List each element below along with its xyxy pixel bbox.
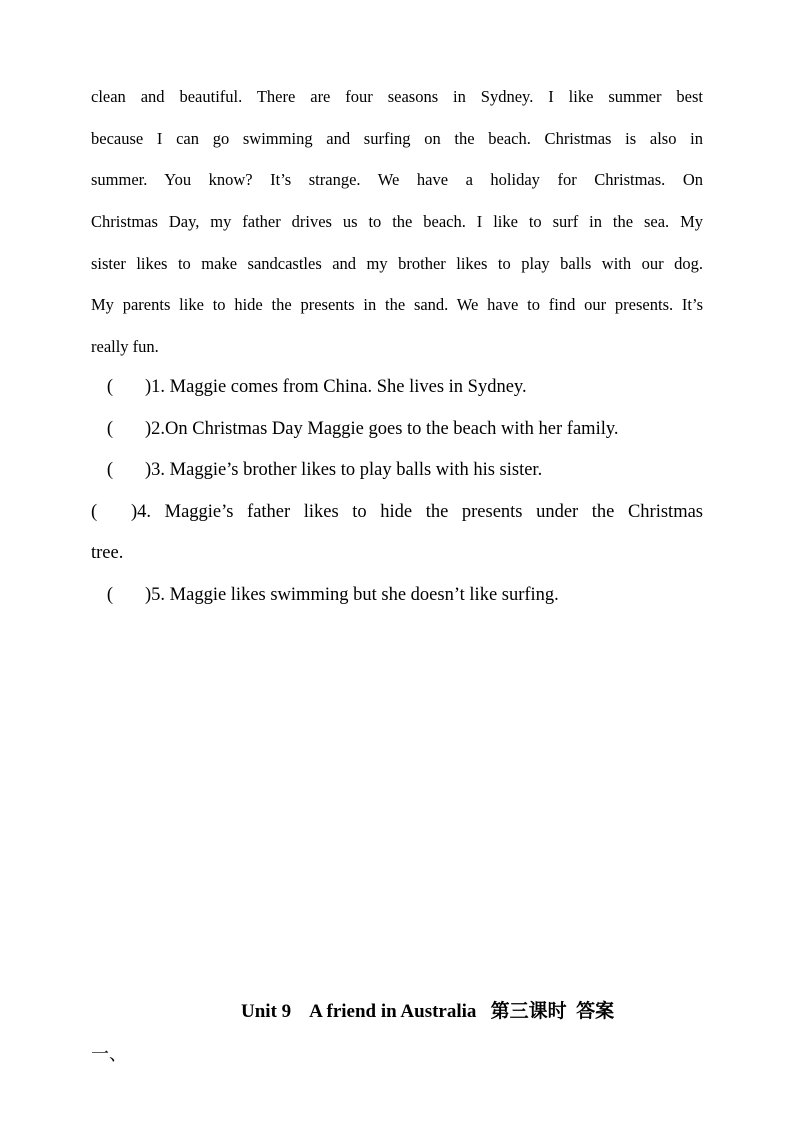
passage-line: because I can go swimming and surfing on the beach. Christmas is also in [91,128,703,148]
question-text: )2.On Christmas Day Maggie goes to the beach with her family. [145,418,619,439]
answer-blank: ( [106,584,113,605]
answer-section-title: Unit 9 A friend in Australia 第三课时 答案 [241,1001,615,1022]
reading-passage [91,76,703,368]
passage-line: Christmas Day, my father drives us to the beach. I like to surf in the sea. My [91,212,703,232]
passage-line: My parents like to hide the presents in the sand. We have to find our presents. It’s [91,295,703,315]
question-item [91,492,703,534]
answer-blank: ( [91,501,98,522]
passage-line: really fun. [91,337,159,357]
answer-blank: ( [106,460,113,480]
passage-line: summer. You know? It’s strange. We have a holiday for Christmas. On [91,170,703,190]
question-text: )4. Maggie’s father likes to hide the presents under the Christmas [131,501,703,522]
question-text: )5. Maggie likes swimming but she doesn’t like surfing. [145,584,559,605]
question-continuation: tree. [91,543,124,563]
question-item [91,409,703,451]
question-item [91,575,703,617]
question-text: )3. Maggie’s brother likes to play balls with his sister. [145,460,543,480]
question-item [91,450,703,492]
passage-line: sister likes to make sandcastles and my brother likes to play balls with our dog. [91,253,703,273]
true-false-questions [91,367,703,616]
question-item [91,367,703,409]
section-number: 一、 [91,1044,127,1064]
answer-blank: ( [106,377,113,397]
answer-blank: ( [106,418,113,439]
question-text: )1. Maggie comes from China. She lives in Sydney. [145,377,527,397]
passage-line: clean and beautiful. There are four seasons in Sydney. I like summer best [91,87,703,106]
